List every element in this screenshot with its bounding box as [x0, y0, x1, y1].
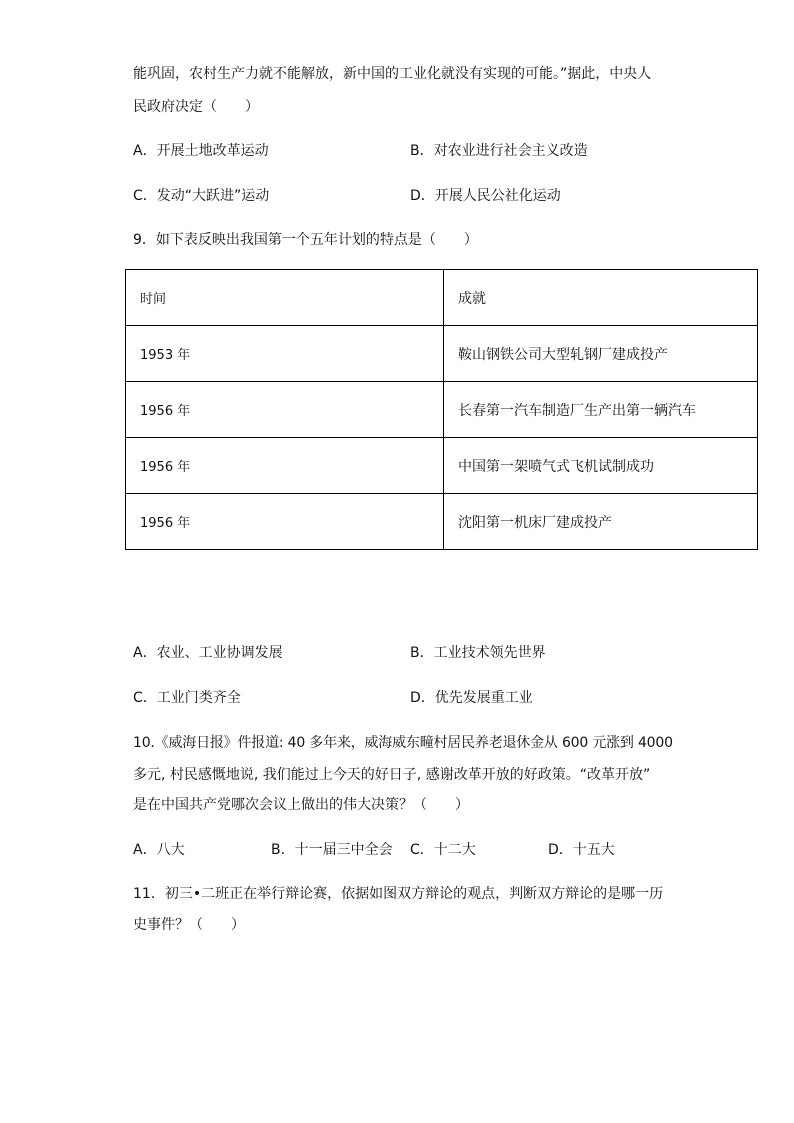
table-cell-time: 1956 年 — [126, 438, 444, 494]
q10-stem-line2: 多元, 村民感慨地说, 我们能过上今天的好日子, 感谢改革开放的好政策。“改革开放” — [133, 767, 651, 783]
q8-option-b[interactable]: B．对农业进行社会主义改造 — [410, 143, 588, 159]
table-row — [126, 438, 758, 494]
table-cell-time: 1956 年 — [126, 382, 444, 438]
q9-option-a[interactable]: A．农业、工业协调发展 — [133, 645, 283, 661]
table-cell-achievement: 沈阳第一机床厂建成投产 — [444, 494, 758, 550]
q10-option-d[interactable]: D．十五大 — [548, 842, 615, 858]
q9-option-c[interactable]: C．工业门类齐全 — [133, 690, 241, 706]
q8-stem-line1: 能巩固，农村生产力就不能解放，新中国的工业化就没有实现的可能。”据此，中央人 — [133, 66, 652, 82]
table-row — [126, 326, 758, 382]
table-cell-time: 1956 年 — [126, 494, 444, 550]
table-row — [126, 494, 758, 550]
q8-stem-line2: 民政府决定（ ） — [133, 99, 259, 115]
q8-option-a[interactable]: A．开展土地改革运动 — [133, 143, 269, 159]
q10-option-b[interactable]: B．十一届三中全会 — [271, 842, 393, 858]
table-cell-time: 1953 年 — [126, 326, 444, 382]
q9-stem: 9．如下表反映出我国第一个五年计划的特点是（ ） — [133, 232, 478, 248]
q8-option-d[interactable]: D．开展人民公社化运动 — [410, 188, 561, 204]
table-header-row — [126, 270, 758, 326]
q9-option-b[interactable]: B．工业技术领先世界 — [410, 645, 546, 661]
table-cell-achievement: 中国第一架喷气式飞机试制成功 — [444, 438, 758, 494]
q10-stem-line1: 10.《威海日报》件报道: 40 多年来，威海威东疃村居民养老退休金从 600 元涨到 4000 — [133, 735, 673, 751]
table-header-time: 时间 — [126, 270, 444, 326]
q11-stem-line2: 史事件？（ ） — [133, 917, 245, 933]
q9-table — [125, 269, 758, 550]
q10-stem-line3: 是在中国共产党哪次会议上做出的伟大决策？（ ） — [133, 797, 469, 813]
q8-option-c[interactable]: C．发动“大跃进”运动 — [133, 188, 270, 204]
table-header-achievement: 成就 — [444, 270, 758, 326]
table-cell-achievement: 鞍山钢铁公司大型轧钢厂建成投产 — [444, 326, 758, 382]
q10-option-c[interactable]: C．十二大 — [410, 842, 476, 858]
q11-stem-line1: 11．初三•二班正在举行辩论赛，依据如图双方辩论的观点，判断双方辩论的是哪一历 — [133, 886, 664, 902]
table-cell-achievement: 长春第一汽车制造厂生产出第一辆汽车 — [444, 382, 758, 438]
q9-option-d[interactable]: D．优先发展重工业 — [410, 690, 533, 706]
q10-option-a[interactable]: A．八大 — [133, 842, 185, 858]
table-row — [126, 382, 758, 438]
